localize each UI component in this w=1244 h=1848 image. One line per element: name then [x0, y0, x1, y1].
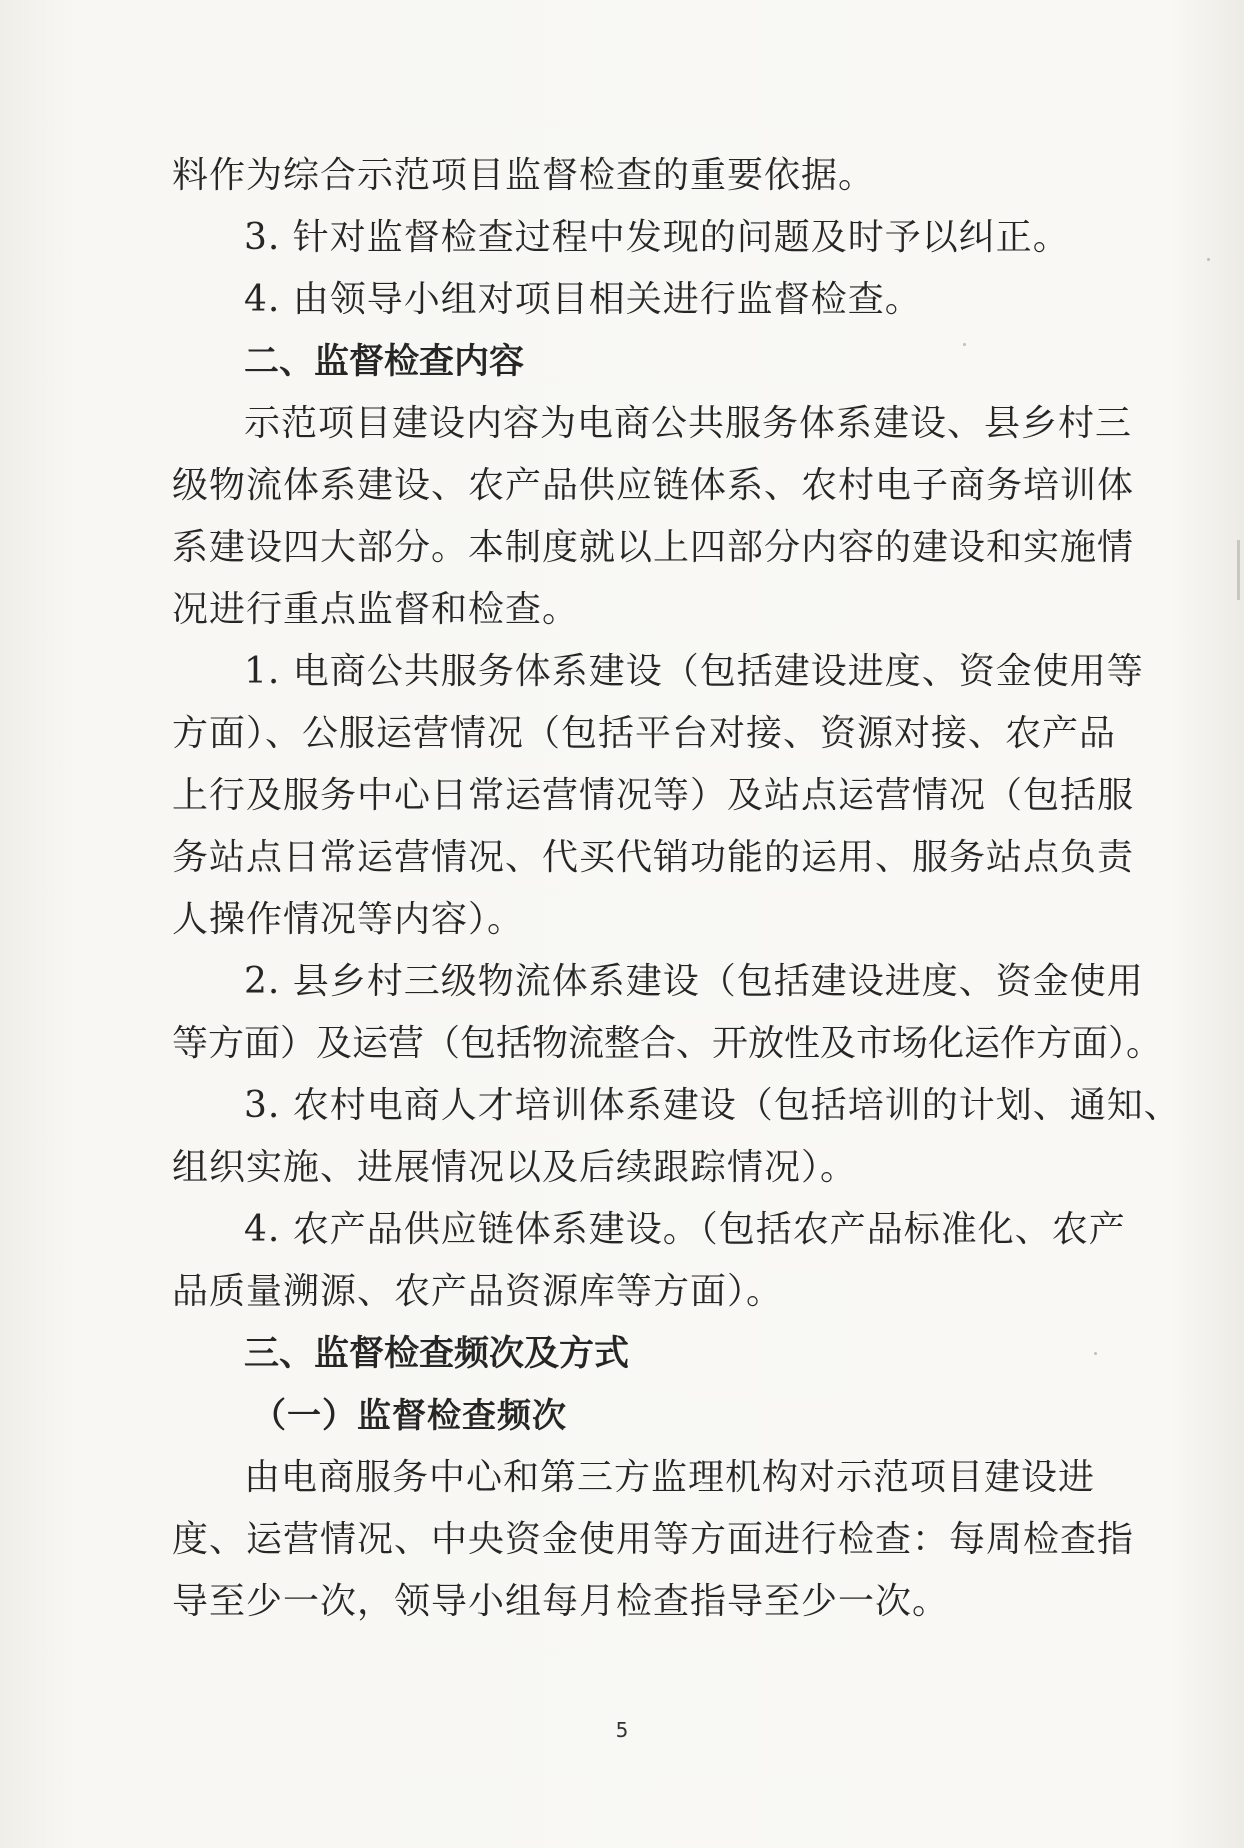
scan-edge-mark	[1237, 540, 1240, 600]
body-line: 由电商服务中心和第三方监理机构对示范项目建设进	[244, 1457, 1096, 1498]
body-line: 度、运营情况、中央资金使用等方面进行检查：每周检查指	[172, 1519, 1135, 1560]
body-line: 级物流体系建设、农产品供应链体系、农村电子商务培训体	[172, 465, 1135, 506]
section-heading: 二、监督检查内容	[244, 342, 525, 382]
body-line: 示范项目建设内容为电商公共服务体系建设、县乡村三	[244, 403, 1133, 444]
body-line: 况进行重点监督和检查。	[172, 589, 580, 630]
body-line: 2. 县乡村三级物流体系建设（包括建设进度、资金使用	[244, 961, 1144, 1002]
body-line: 1. 电商公共服务体系建设（包括建设进度、资金使用等	[244, 651, 1144, 692]
body-line: 人操作情况等内容）。	[172, 899, 525, 940]
body-line: 系建设四大部分。本制度就以上四部分内容的建设和实施情	[172, 527, 1135, 568]
subsection-heading: （一）监督检查频次	[252, 1396, 567, 1436]
body-line: 等方面）及运营（包括物流整合、开放性及市场化运作方面）。	[172, 1023, 1163, 1064]
document-body	[172, 145, 1181, 1633]
body-line: 3. 农村电商人才培训体系建设（包括培训的计划、通知、	[244, 1085, 1181, 1126]
body-line: 上行及服务中心日常运营情况等）及站点运营情况（包括服	[172, 775, 1135, 816]
body-line: 品质量溯源、农产品资源库等方面）。	[172, 1271, 784, 1312]
scan-speck	[963, 343, 966, 346]
body-line: 导至少一次，领导小组每月检查指导至少一次。	[172, 1581, 950, 1622]
body-line: 务站点日常运营情况、代买代销功能的运用、服务站点负责	[172, 837, 1135, 878]
body-line: 3. 针对监督检查过程中发现的问题及时予以纠正。	[244, 217, 1070, 258]
body-line: 料作为综合示范项目监督检查的重要依据。	[172, 155, 876, 196]
scan-speck	[1207, 258, 1210, 261]
page-number: 5	[615, 1718, 629, 1742]
body-line: 4. 农产品供应链体系建设。（包括农产品标准化、农产	[244, 1209, 1126, 1250]
scan-speck	[1094, 1352, 1097, 1355]
body-line: 组织实施、进展情况以及后续跟踪情况）。	[172, 1147, 858, 1188]
body-line: 4. 由领导小组对项目相关进行监督检查。	[244, 279, 922, 320]
body-line: 方面）、公服运营情况（包括平台对接、资源对接、农产品	[172, 713, 1117, 754]
section-heading: 三、监督检查频次及方式	[244, 1334, 630, 1374]
